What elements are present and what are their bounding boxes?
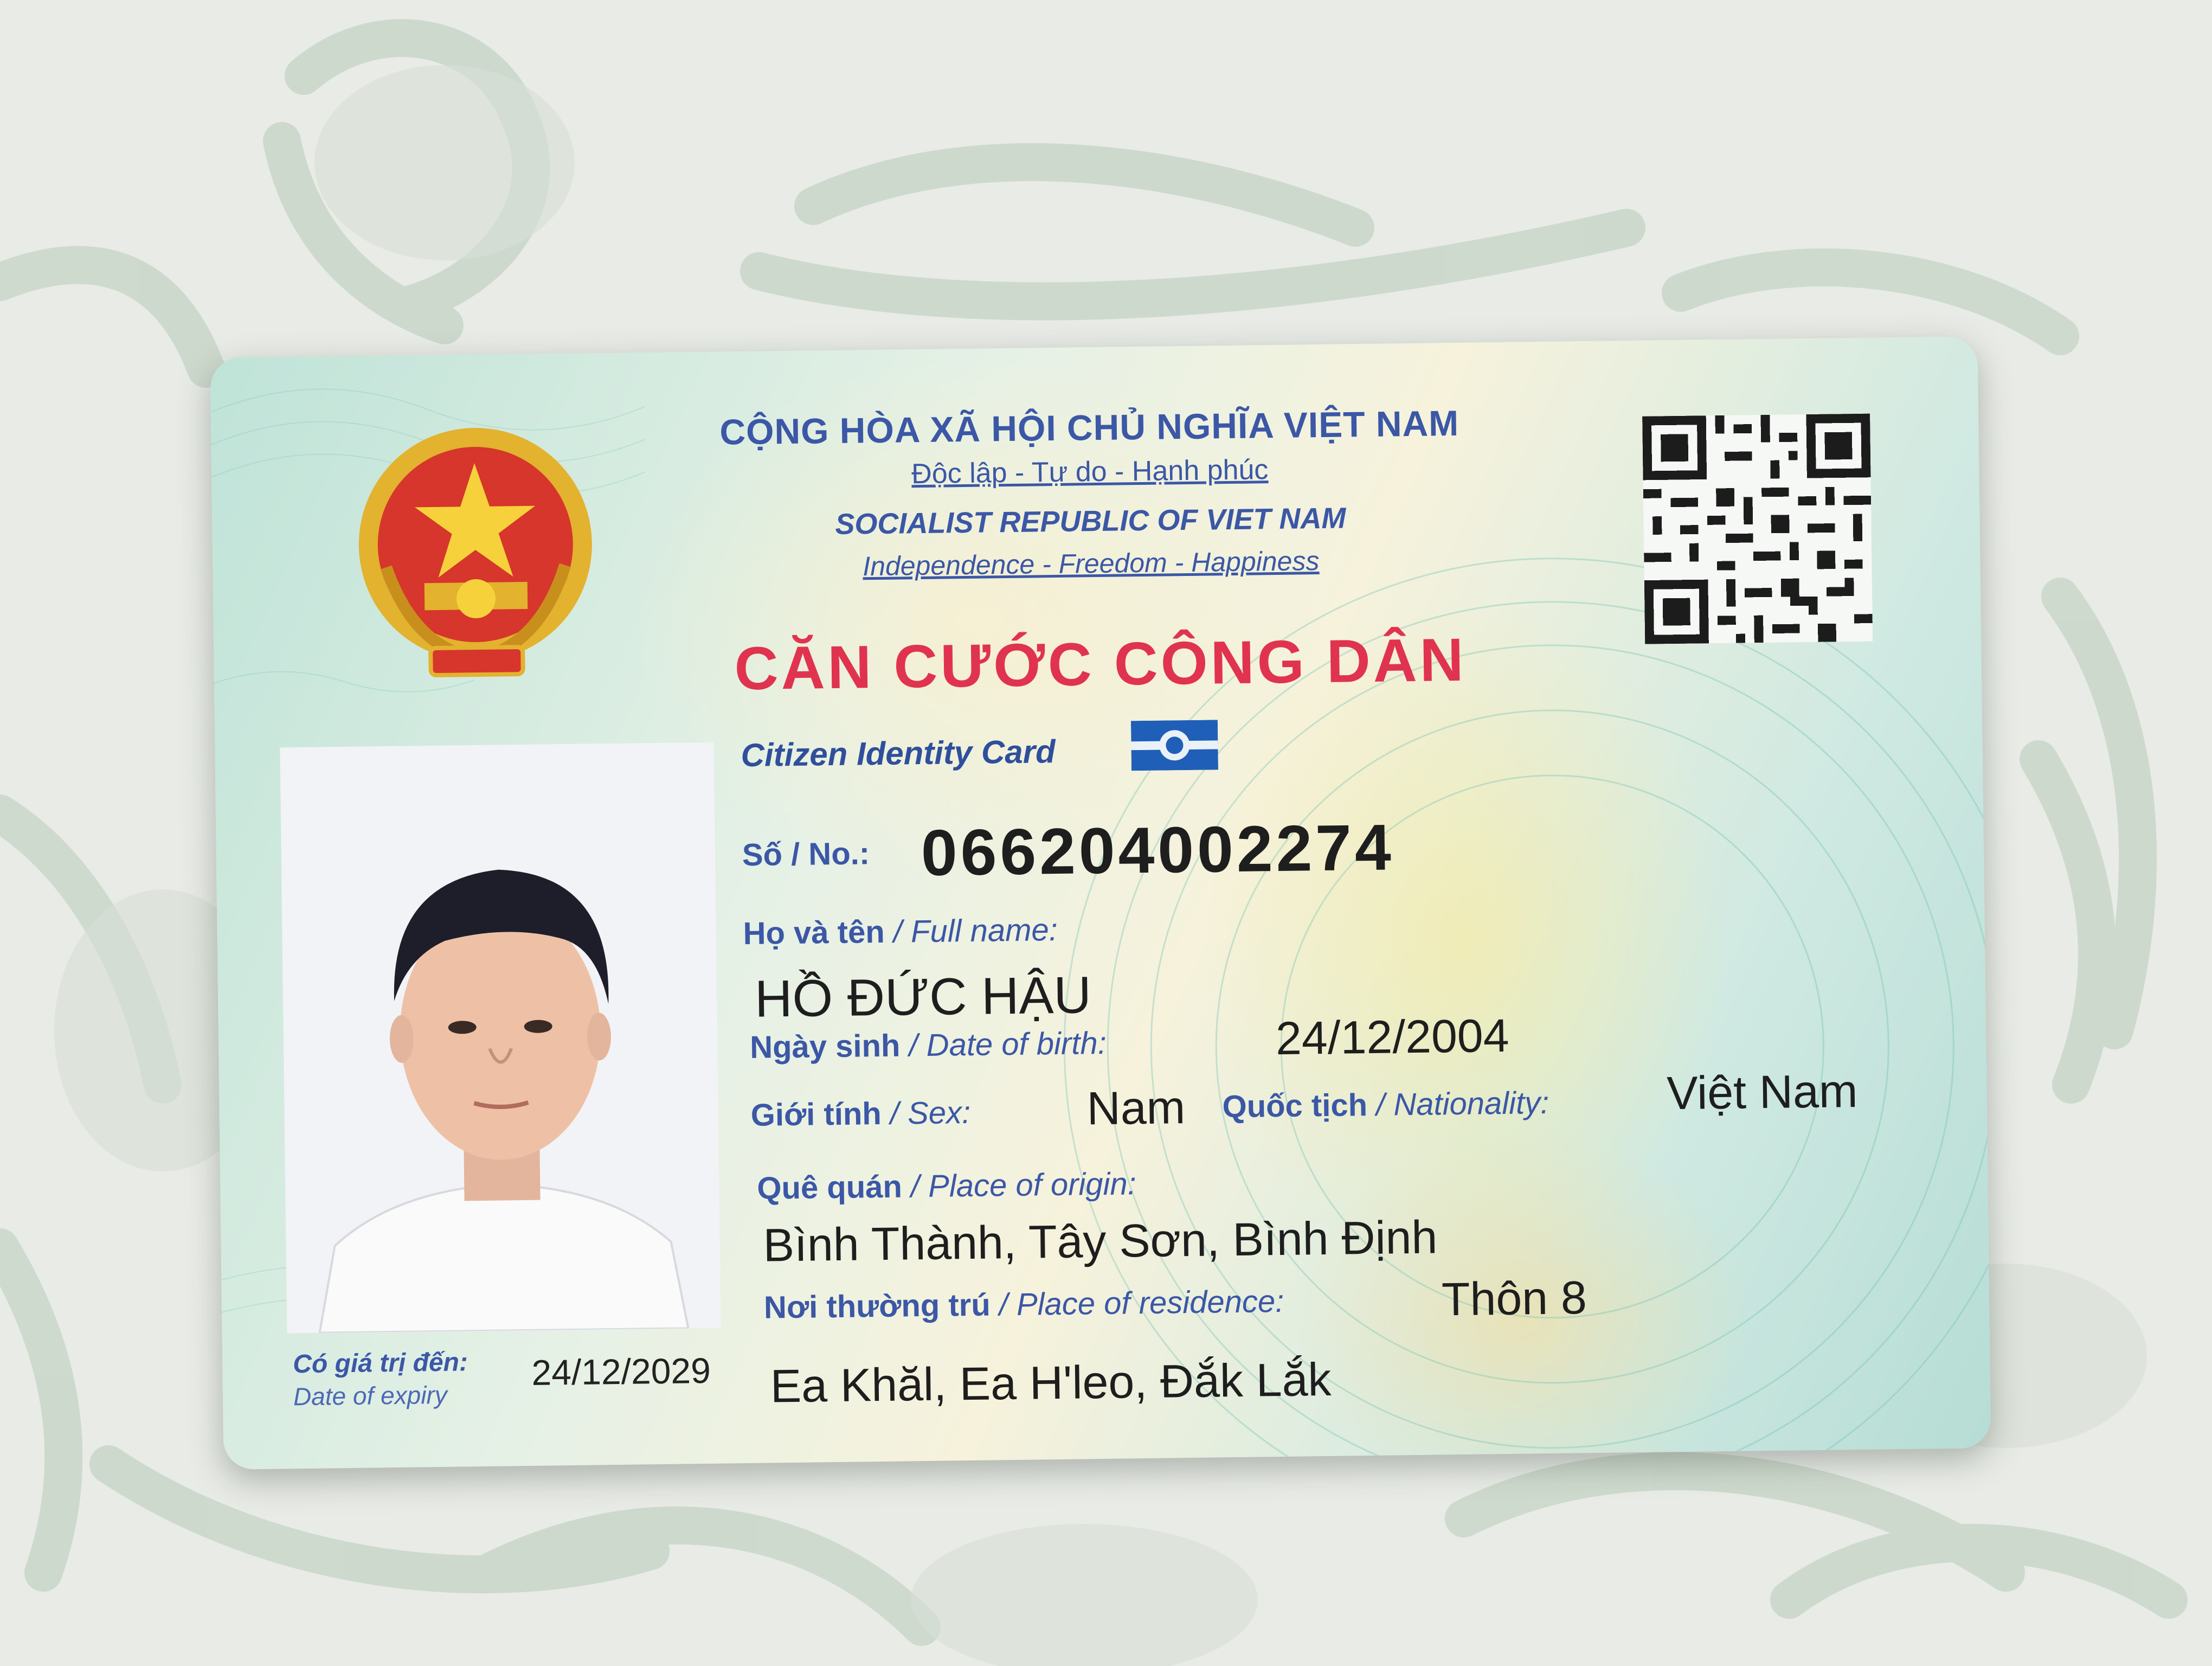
qr-code bbox=[1642, 414, 1873, 644]
chip-icon bbox=[1131, 720, 1218, 771]
full-name: HỒ ĐỨC HẬU bbox=[754, 966, 1092, 1028]
dob-label: Ngày sinh / Date of birth: bbox=[749, 1025, 1107, 1065]
id-number: 066204002274 bbox=[921, 811, 1395, 890]
national-emblem-icon bbox=[346, 418, 605, 693]
residence-line1: Thôn 8 bbox=[1441, 1272, 1587, 1326]
date-of-birth: 24/12/2004 bbox=[1275, 1009, 1510, 1065]
expiry-date: 24/12/2029 bbox=[531, 1350, 711, 1393]
residence-label: Nơi thường trú / Place of residence: bbox=[763, 1283, 1284, 1325]
full-name-label: Họ và tên / Full name: bbox=[743, 912, 1058, 952]
expiry-label: Có giá trị đến: bbox=[292, 1348, 468, 1379]
origin-label: Quê quán / Place of origin: bbox=[756, 1166, 1137, 1206]
citizen-id-card bbox=[210, 336, 1991, 1470]
nationality: Việt Nam bbox=[1666, 1065, 1859, 1120]
place-of-origin: Bình Thành, Tây Sơn, Bình Định bbox=[763, 1211, 1438, 1272]
motto: Độc lập - Tự do - Hạnh phúc bbox=[911, 454, 1269, 490]
document-title: CĂN CƯỚC CÔNG DÂN bbox=[734, 625, 1467, 703]
sex: Nam bbox=[1086, 1081, 1186, 1135]
portrait-photo bbox=[280, 742, 721, 1334]
country-title: CỘNG HÒA XÃ HỘI CHỦ NGHĨA VIỆT NAM bbox=[719, 402, 1459, 452]
number-label: Số / No.: bbox=[742, 836, 870, 873]
sex-label: Giới tính / Sex: bbox=[750, 1094, 971, 1133]
document-title-en: Citizen Identity Card bbox=[741, 733, 1056, 774]
residence-line2: Ea Khăl, Ea H'leo, Đắk Lắk bbox=[770, 1353, 1332, 1413]
motto-en: Independence - Freedom - Happiness bbox=[862, 546, 1320, 582]
nationality-label: Quốc tịch / Nationality: bbox=[1222, 1085, 1549, 1125]
expiry-label-en: Date of expiry bbox=[293, 1380, 448, 1411]
country-title-en: SOCIALIST REPUBLIC OF VIET NAM bbox=[835, 502, 1346, 541]
